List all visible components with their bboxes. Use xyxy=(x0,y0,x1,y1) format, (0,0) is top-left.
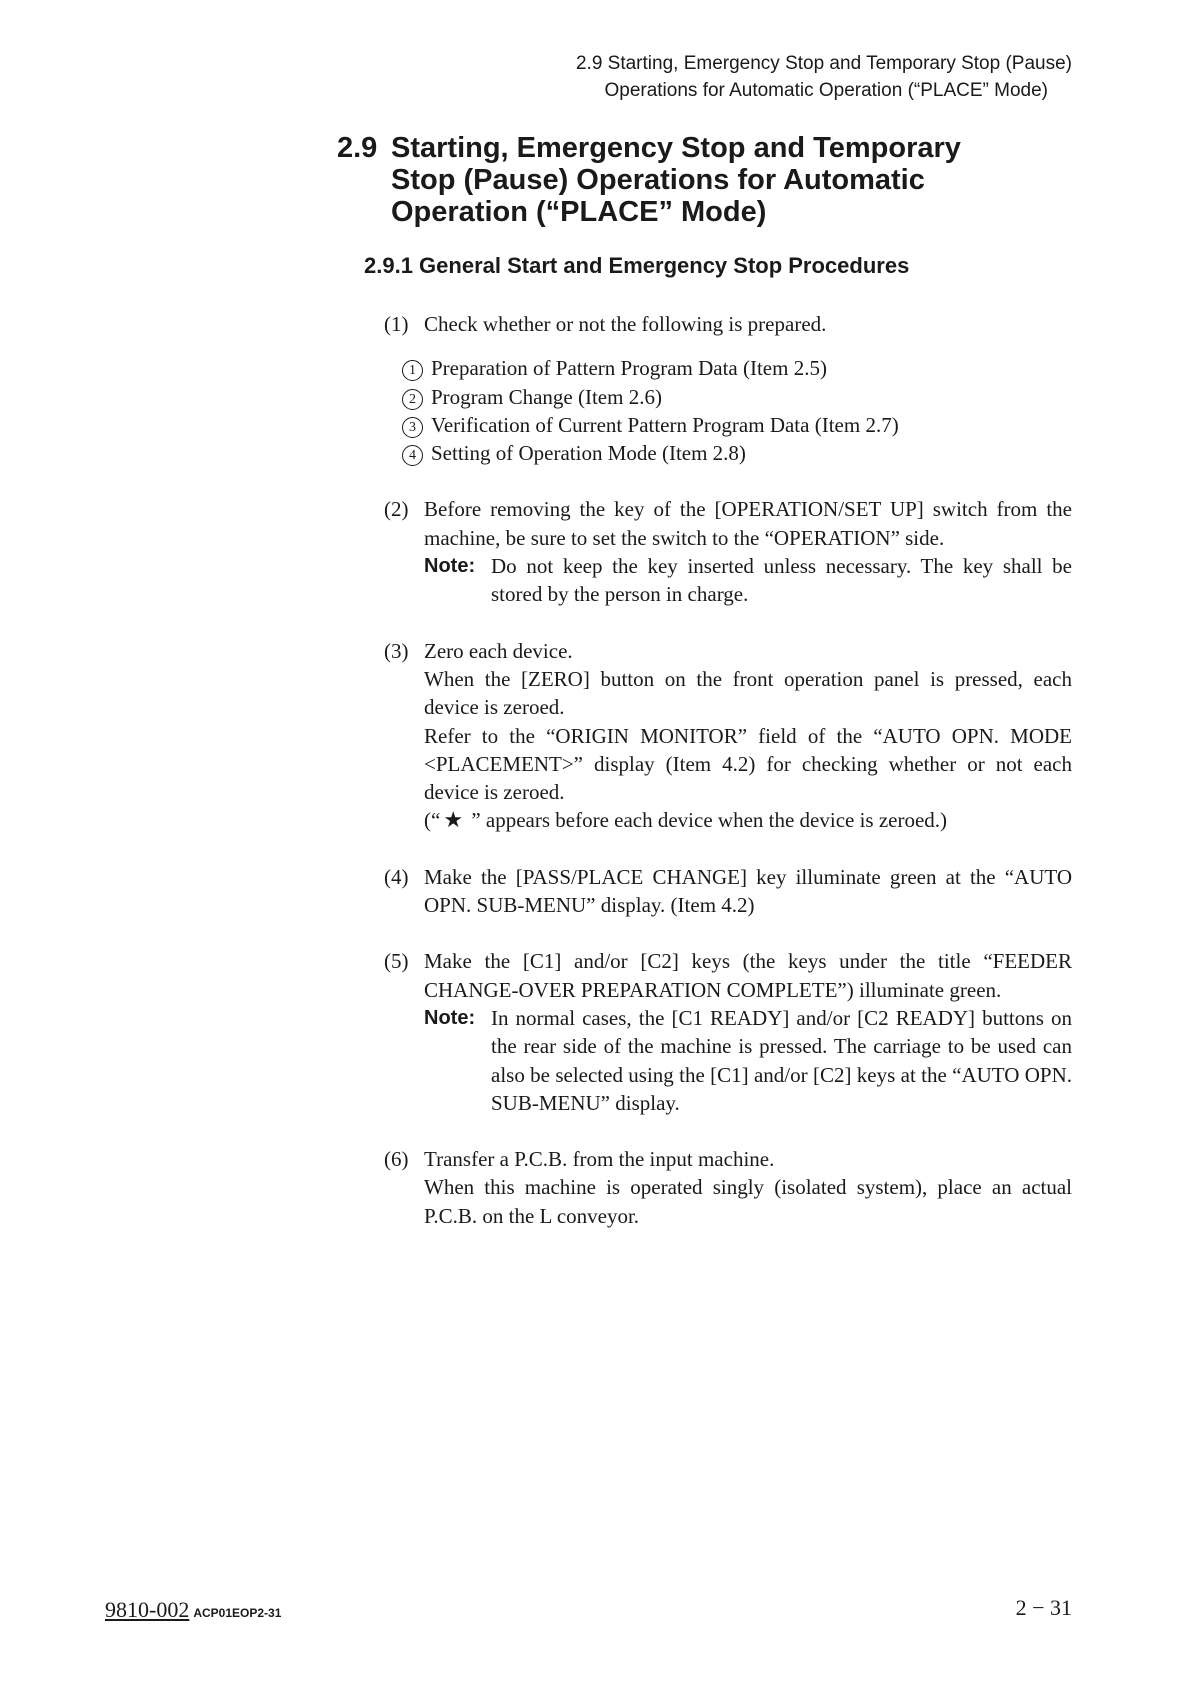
section-title-line: Operation (“PLACE” Mode) xyxy=(391,196,767,228)
list-item-text: Preparation of Pattern Program Data (Item 2.5) xyxy=(431,356,827,381)
document-id: 9810-002 xyxy=(105,1597,190,1622)
section-title xyxy=(337,132,1057,228)
list-item xyxy=(402,411,1072,439)
circled-number-icon: 4 xyxy=(402,445,423,466)
step-number: (5) xyxy=(384,949,409,974)
circled-number-icon: 2 xyxy=(402,389,423,410)
note xyxy=(424,552,1072,609)
step-text: Transfer a P.C.B. from the input machine. xyxy=(424,1147,775,1172)
checklist xyxy=(402,354,1072,467)
section-title-line: Starting, Emergency Stop and Temporary xyxy=(391,132,961,164)
list-item-text: Setting of Operation Mode (Item 2.8) xyxy=(431,441,746,466)
document-number xyxy=(105,1597,281,1623)
section-title-line: Stop (Pause) Operations for Automatic xyxy=(391,164,925,196)
step-6 xyxy=(384,1145,1072,1230)
step-number: (3) xyxy=(384,638,409,663)
step-number: (1) xyxy=(384,312,409,336)
step-2 xyxy=(384,495,1072,608)
step-text: Check whether or not the following is prepared. xyxy=(424,312,827,336)
note-text: In normal cases, the [C1 READY] and/or [C2 READY] buttons on the rear side of the machine is pressed. The carriage to be used can also be selected using the [C1] and/or [C2] keys at the “AUTO OPN. SUB-MENU” display. xyxy=(491,1005,1072,1115)
step-text xyxy=(424,806,1072,834)
list-item xyxy=(402,383,1072,411)
list-item xyxy=(402,354,1072,382)
section-number: 2.9 xyxy=(337,132,378,164)
step-text-part: ” appears before each device when the device is zeroed.) xyxy=(466,808,948,833)
page-number: 2 − 31 xyxy=(1015,1595,1072,1620)
running-header-line-1: 2.9 Starting, Emergency Stop and Temporary Stop (Pause) xyxy=(575,53,1072,74)
list-item-text: Program Change (Item 2.6) xyxy=(431,384,662,409)
step-text: Zero each device. xyxy=(424,638,573,663)
star-icon: ★ xyxy=(443,807,464,833)
circled-number-icon: 3 xyxy=(402,417,423,438)
step-5 xyxy=(384,947,1072,1117)
step-number: (6) xyxy=(384,1147,409,1172)
subsection-title: 2.9.1 General Start and Emergency Stop Procedures xyxy=(364,253,910,278)
step-text: Make the [PASS/PLACE CHANGE] key illuminate green at the “AUTO OPN. SUB-MENU” display. (Item 4.2) xyxy=(424,864,1072,918)
note xyxy=(424,1004,1072,1117)
procedure-body xyxy=(384,310,1072,1258)
step-text: Refer to the “ORIGIN MONITOR” field of the “AUTO OPN. MODE <PLACEMENT>” display (Item 4.2) for checking whether or not each device is zeroed. xyxy=(424,723,1072,805)
step-text: When this machine is operated singly (isolated system), place an actual P.C.B. on the L conveyor. xyxy=(424,1175,1072,1228)
step-3 xyxy=(384,637,1072,835)
document-code: ACP01EOP2-31 xyxy=(193,1606,282,1620)
step-text: Make the [C1] and/or [C2] keys (the keys under the title “FEEDER CHANGE-OVER PREPARATION COMPLETE”) illuminate green. xyxy=(424,949,1072,1002)
step-number: (2) xyxy=(384,497,409,522)
list-item xyxy=(402,439,1072,467)
step-text-part: (“ xyxy=(424,808,441,833)
running-header xyxy=(372,50,1072,104)
list-item-text: Verification of Current Pattern Program Data (Item 2.7) xyxy=(431,412,899,437)
running-header-line-2: Operations for Automatic Operation (“PLACE” Mode) xyxy=(604,80,1048,101)
note-text: Do not keep the key inserted unless necessary. The key shall be stored by the person in charge. xyxy=(491,554,1072,607)
step-text: Before removing the key of the [OPERATION/SET UP] switch from the machine, be sure to set the switch to the “OPERATION” side. xyxy=(424,497,1072,550)
step-number: (4) xyxy=(384,864,409,889)
step-text: When the [ZERO] button on the front operation panel is pressed, each device is zeroed. xyxy=(424,666,1072,720)
note-label: Note: xyxy=(424,555,476,578)
note-label: Note: xyxy=(424,1006,476,1029)
step-1 xyxy=(384,310,1072,467)
circled-number-icon: 1 xyxy=(402,360,423,381)
step-4 xyxy=(384,863,1072,920)
